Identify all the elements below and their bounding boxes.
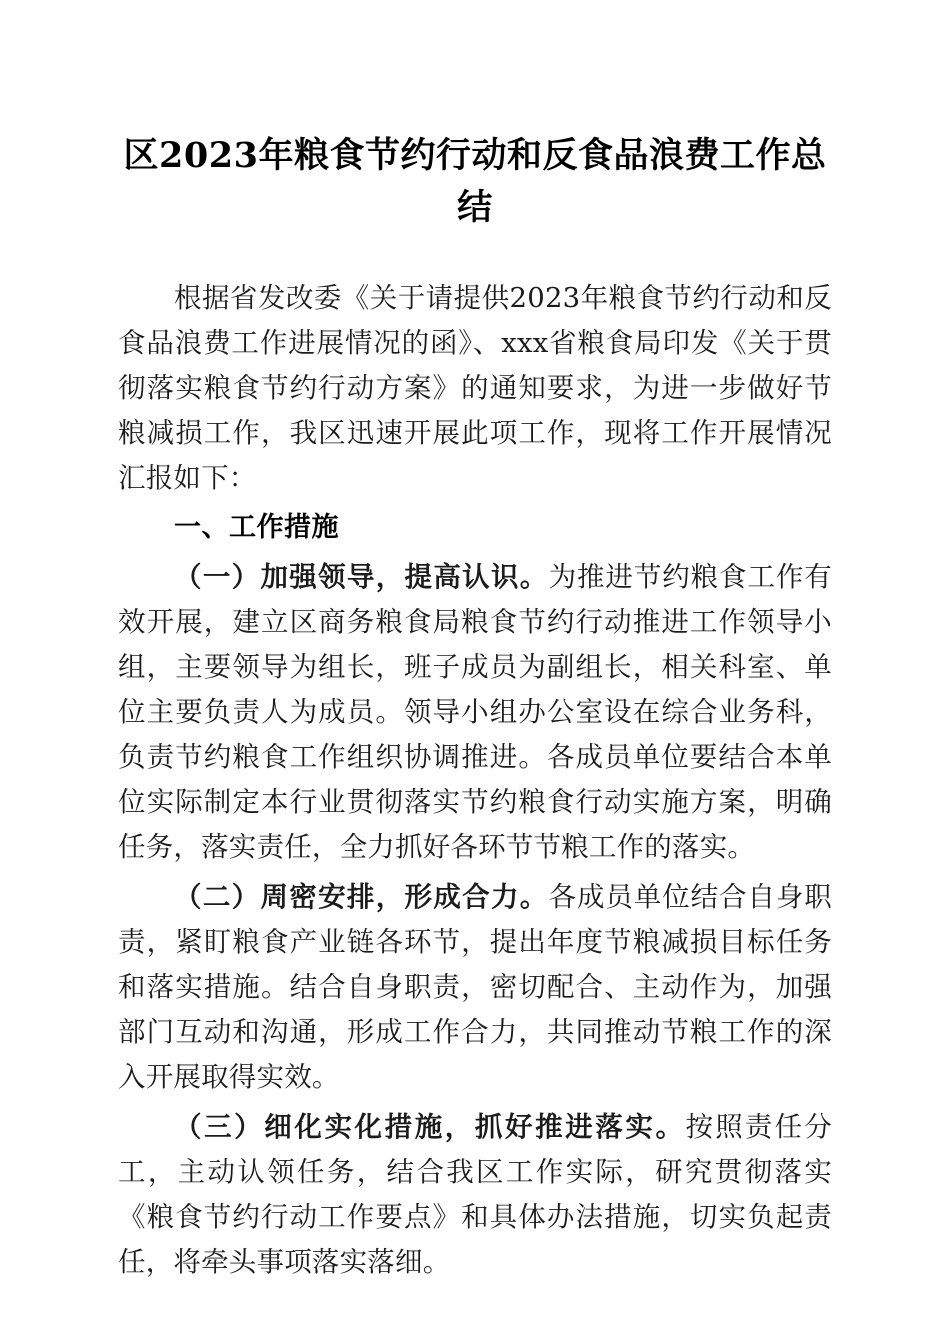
section-heading-work-measures: 一、工作措施 <box>174 512 339 542</box>
document-body <box>118 0 832 1285</box>
page-title <box>118 0 832 234</box>
title-spacer <box>118 234 832 276</box>
item-1-body-text: 为推进节约粮食工作有效开展，建立区商务粮食局粮食节约行动推进工作领导小组，主要领导为组长，班子成员为副组长，相关科室、单位主要负责人为成员。领导小组办公室设在综合业务科，负责节约粮食工作组织协调推进。各成员单位要结合本单位实际制定本行业贯彻落实节约粮食行动实施方案，明确任务，落实责任，全力抓好各环节节粮工作的落实。 <box>118 561 832 863</box>
page-title-text: 区2023年粮食节约行动和反食品浪费工作总结 <box>123 135 827 228</box>
item-2-paragraph <box>118 875 832 1100</box>
item-2-body-text: 各成员单位结合自身职责，紧盯粮食产业链各环节，提出年度节粮减损目标任务和落实措施。结合自身职责，密切配合、主动作为，加强部门互动和沟通，形成工作合力，共同推动节粮工作的深入开展取得实效。 <box>118 881 832 1093</box>
item-3-lead-label: （三）细化实化措施，抓好推进落实。 <box>174 1111 686 1143</box>
item-1-lead-label: （一）加强领导，提高认识。 <box>174 561 549 593</box>
item-3-body-text: 按照责任分工，主动认领任务，结合我区工作实际，研究贯彻落实《粮食节约行动工作要点》和具体办法措施，切实负起责任，将牵头事项落实落细。 <box>118 1111 833 1278</box>
item-1-paragraph <box>118 555 832 870</box>
item-3-paragraph <box>118 1105 832 1285</box>
intro-paragraph: 根据省发改委《关于请提供2023年粮食节约行动和反食品浪费工作进展情况的函》、xxx省粮食局印发《关于贯彻落实粮食节约行动方案》的通知要求，为进一步做好节粮减损工作，我区迅速开展此项工作，现将工作开展情况汇报如下： <box>118 282 832 494</box>
item-2-lead-label: （二）周密安排，形成合力。 <box>174 881 549 913</box>
